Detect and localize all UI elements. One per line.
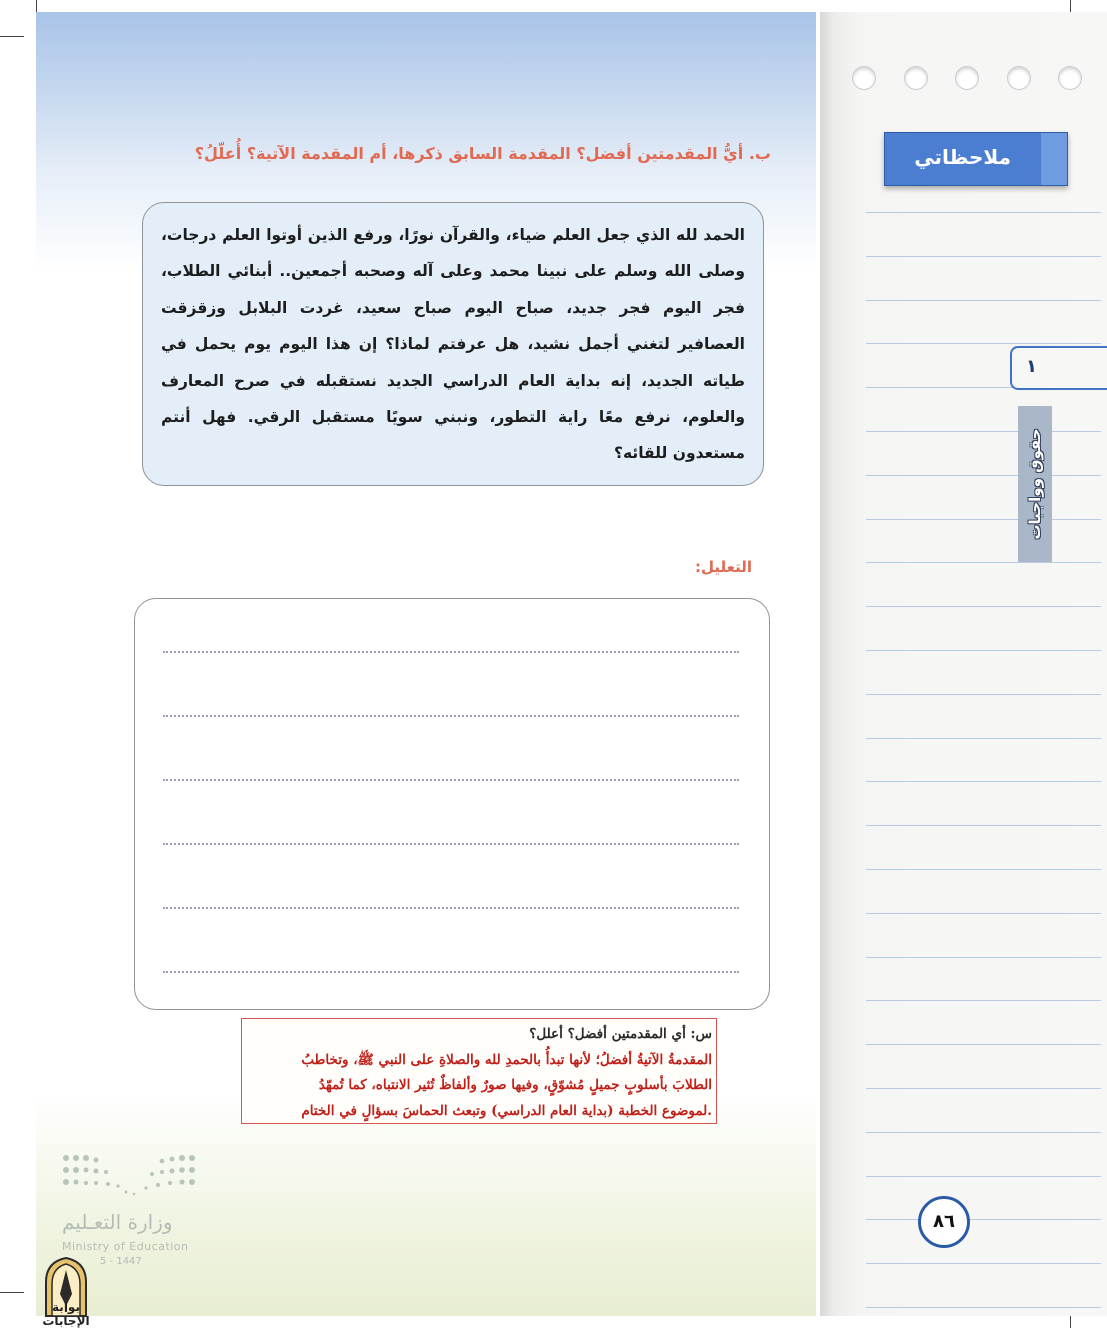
answer-line[interactable] [163,779,739,781]
note-line[interactable] [866,431,1101,432]
note-line[interactable] [866,606,1101,607]
answer-area[interactable] [134,598,770,1010]
site-label: بوابة الإجابات [42,1300,90,1328]
binder-ring-icon [904,66,928,90]
answer-key-line: الطلابَ بأسلوبٍ جميلٍ مُشوّقٍ، وفيها صورٌ وألفاظٌ تُثير الانتباه، كما تُمهّدُ [318,1077,712,1093]
note-line[interactable] [866,475,1101,476]
note-line[interactable] [866,869,1101,870]
note-line[interactable] [866,212,1101,213]
page-number: ٨٦ [933,1211,955,1232]
note-line[interactable] [866,1263,1101,1264]
ministry-year: 5 - 1447 [100,1256,142,1267]
note-line[interactable] [866,300,1101,301]
note-line[interactable] [866,343,1101,344]
notes-title: ملاحظاتي [914,145,1011,169]
note-line[interactable] [866,913,1101,914]
note-line[interactable] [866,1088,1101,1089]
note-line[interactable] [866,825,1101,826]
note-line[interactable] [866,1000,1101,1001]
page-number-badge [918,1196,970,1248]
note-line[interactable] [866,957,1101,958]
crop-mark [0,36,24,37]
unit-number-box [1010,346,1107,390]
unit-title: حقوق وواجبات [1026,428,1044,540]
notes-sidebar [820,12,1107,1316]
unit-number: ١ [1026,356,1037,377]
ministry-dots-icon [62,1152,202,1202]
note-line[interactable] [866,256,1101,257]
ministry-name-arabic: وزارة التعـليم [62,1210,173,1234]
paragraph-box [142,202,764,486]
binder-ring-icon [955,66,979,90]
answer-key-line: لموضوع الخطبة (بداية العام الدراسي) وتبعث الحماسَ بسؤالٍ في الختام. [301,1102,712,1119]
answer-key-question: س: أي المقدمتين أفضل؟ أعلل؟ [529,1026,712,1042]
binder-ring-icon [1007,66,1031,90]
unit-tab [1018,406,1052,562]
note-line[interactable] [866,650,1101,651]
note-line[interactable] [866,1132,1101,1133]
notes-header-accent [1041,133,1067,185]
note-line[interactable] [866,738,1101,739]
note-line[interactable] [866,519,1101,520]
note-line[interactable] [866,1044,1101,1045]
note-line[interactable] [866,694,1101,695]
introduction-paragraph: الحمد لله الذي جعل العلم ضياء، والقرآن نورًا، ورفع الذين أوتوا العلم درجات، وصلى الله وسلم على نبينا محمد وعلى آله وصحبه أجمعين.. أبنائي الطلاب، فجر اليوم فجر جديد، صباح اليوم صباح سعيد، غردت البلابل وزقزقت العصافير لتغني أجمل نشيد، هل عرفتم لماذا؟ إن هذا اليوم يوم يحمل في طياته الجديد، إنه بداية العام الدراسي الجديد نستقبله في صرح المعارف والعلوم، نرفع معًا راية التطور، ونبني سويًا مستقبل الرقي. فهل أنتم مستعدون للقائه؟ [161,226,745,463]
answer-line[interactable] [163,651,739,653]
reasoning-label: التعليل: [695,558,752,576]
note-line[interactable] [866,1176,1101,1177]
answer-line[interactable] [163,971,739,973]
answer-line[interactable] [163,843,739,845]
ministry-name-english: Ministry of Education [62,1240,189,1253]
note-line[interactable] [866,781,1101,782]
binder-ring-icon [1058,66,1082,90]
note-line[interactable] [866,1307,1101,1308]
note-line[interactable] [866,562,1101,563]
answer-line[interactable] [163,715,739,717]
question-heading: ب. أيُّ المقدمتين أفضل؟ المقدمة السابق ذكرها، أم المقدمة الآتية؟ أُعلّلُ؟ [194,144,771,163]
answer-key-line: المقدمةُ الآتيةُ أفضلُ؛ لأنها تبدأُ بالحمدِ لله والصلاةِ على النبي ﷺ، وتخاطبُ [301,1051,712,1068]
note-line[interactable] [866,1219,1101,1220]
answer-key-box [241,1018,717,1124]
notes-header [884,132,1068,186]
crop-mark [0,1292,24,1293]
binder-ring-icon [852,66,876,90]
answer-line[interactable] [163,907,739,909]
